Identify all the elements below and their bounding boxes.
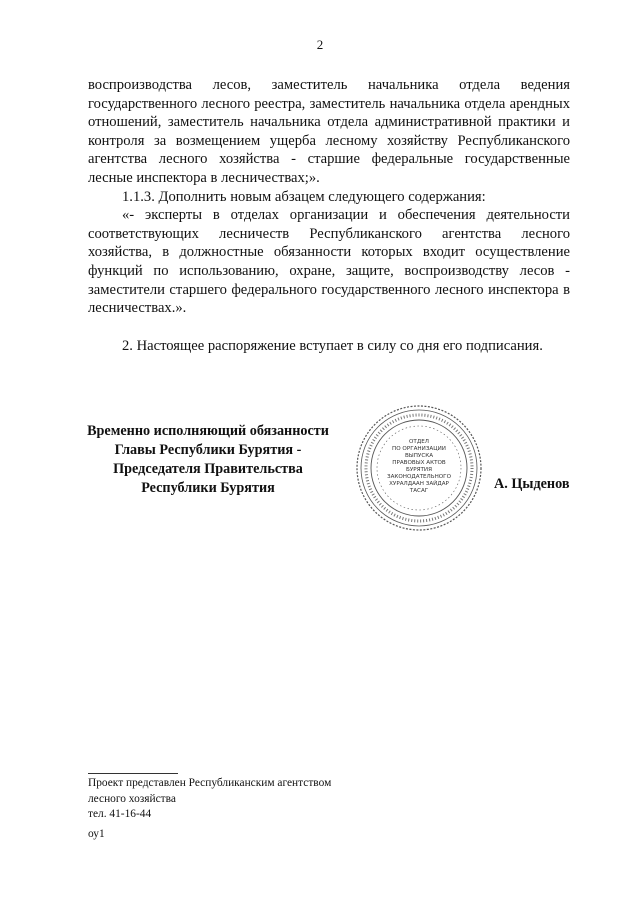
seal-text-line: ЗАКОНОДАТЕЛЬНОГО xyxy=(386,474,452,480)
seal-text-line: ПО ОРГАНИЗАЦИИ xyxy=(392,446,446,452)
footer-divider xyxy=(88,773,178,774)
footer-line: Проект представлен Республиканским агентством xyxy=(88,777,332,789)
paragraph-new-clause: «- эксперты в отделах организации и обеспечения деятельности соответствующих лесничеств Республиканского агентства лесного хозяйства, в должностные обязанности которых входит осуществление функций по использованию, охране, защите, воспроизводству лесов - заместители старшего федерального государственного лесного инспектора в лесничествах.». xyxy=(88,207,570,317)
signer-title-line: Председателя Правительства xyxy=(113,461,303,477)
footer-line: тел. 41-16-44 xyxy=(88,808,152,820)
paragraph-effective-date: 2. Настоящее распоряжение вступает в силу со дня его подписания. xyxy=(122,337,543,354)
seal-text-line: ОТДЕЛ xyxy=(409,439,429,445)
seal-text-line: ПРАВОВЫХ АКТОВ xyxy=(392,460,446,466)
seal-text-line: ХУРАЛДААН ЗАЙДАР xyxy=(389,481,449,487)
page-number: 2 xyxy=(316,37,324,52)
official-seal xyxy=(354,403,484,533)
signer-title-line: Временно исполняющий обязанности xyxy=(87,423,329,439)
signer-name: А. Цыденов xyxy=(494,476,570,492)
signer-title-line: Главы Республики Бурятия - xyxy=(114,442,302,458)
signer-title-line: Республики Бурятия xyxy=(141,480,275,496)
seal-text-line: ТАСАГ xyxy=(409,488,429,494)
footer-note xyxy=(88,776,331,842)
footer-code: оу1 xyxy=(88,827,105,840)
signer-title xyxy=(68,422,348,498)
paragraph-continuation: воспроизводства лесов, заместитель начальника отдела ведения государственного лесного реестра, заместитель начальника отдела арендных отношений, заместитель начальника отдела административной практики и контроля за возмещением ущерба лесному хозяйству Республиканского агентства лесного хозяйства - старшие федеральные государственные лесные инспектора в лесничествах;». xyxy=(88,77,570,186)
paragraph-item-1-1-3: 1.1.3. Дополнить новым абзацем следующего содержания: xyxy=(122,188,486,205)
document-body xyxy=(88,76,570,355)
footer-line: лесного хозяйства xyxy=(88,792,176,805)
seal-text-line: ВЫПУСКА xyxy=(404,453,434,459)
seal-text-line: БУРЯТИЯ xyxy=(406,467,432,473)
